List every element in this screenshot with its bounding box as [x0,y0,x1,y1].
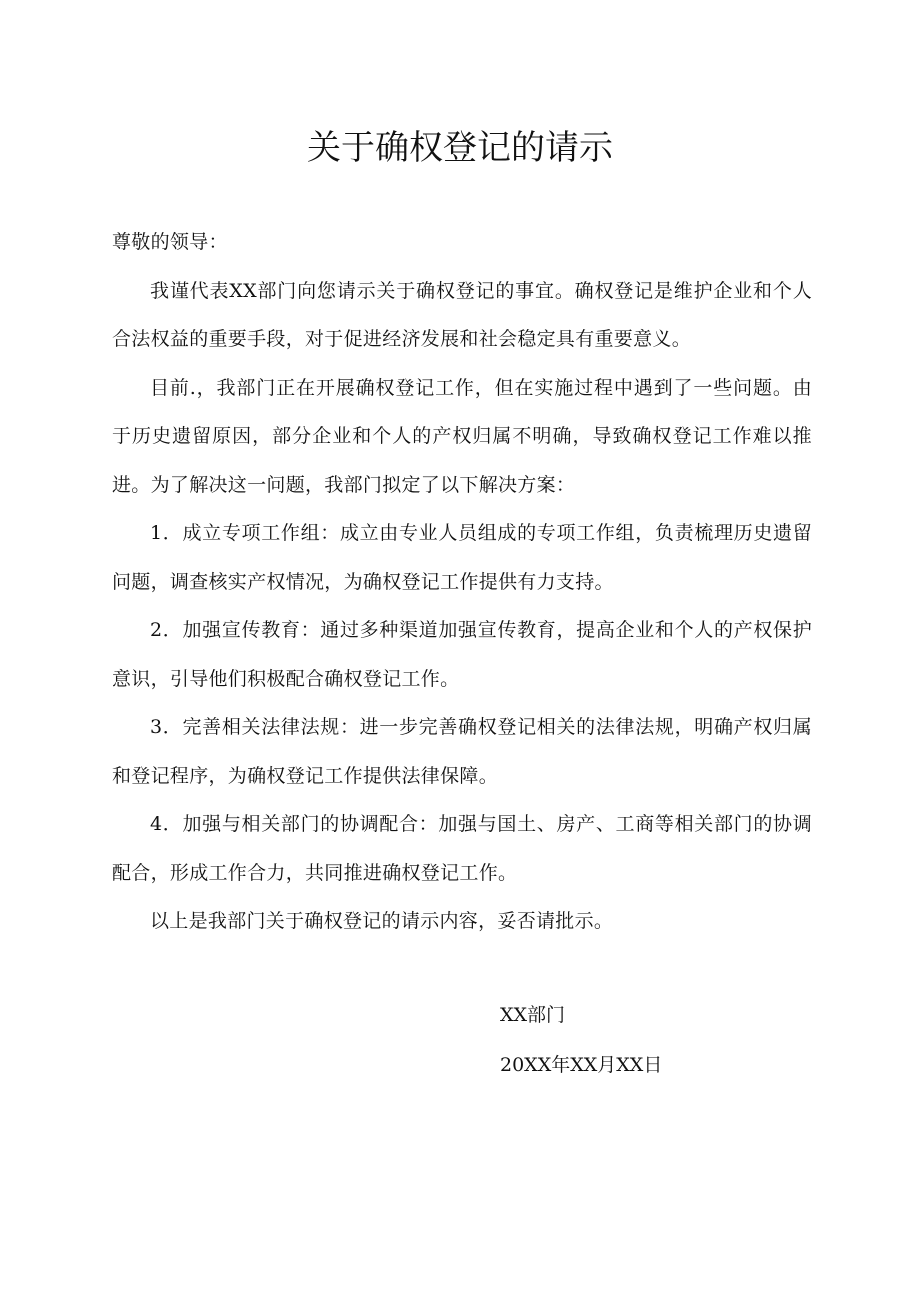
signature-department: XX部门 [500,1004,566,1026]
document-title: 关于确权登记的请示 [307,128,613,168]
paragraph-intro: 我谨代表XX部门向您请示关于确权登记的事宜。确权登记是维护企业和个人合法权益的重要手段，对于促进经济发展和社会稳定具有重要意义。 [112,279,812,350]
list-item-2: 2．加强宣传教育：通过多种渠道加强宣传教育，提高企业和个人的产权保护意识，引导他们积极配合确权登记工作。 [112,619,812,690]
list-item-3: 3．完善相关法律法规：进一步完善确权登记相关的法律法规，明确产权归属和登记程序，为确权登记工作提供法律保障。 [112,716,812,787]
list-item-1: 1．成立专项工作组：成立由专业人员组成的专项工作组，负责梳理历史遗留问题，调查核实产权情况，为确权登记工作提供有力支持。 [112,522,812,593]
signature-block [500,990,662,1090]
document-body [112,218,812,946]
paragraph-current-status: 目前.，我部门正在开展确权登记工作，但在实施过程中遇到了一些问题。由于历史遗留原因，部分企业和个人的产权归属不明确，导致确权登记工作难以推进。为了解决这一问题，我部门拟定了以下解决方案： [112,376,812,496]
signature-date: 20XX年XX月XX日 [500,1054,663,1076]
salutation: 尊敬的领导： [112,231,228,253]
closing-paragraph: 以上是我部门关于确权登记的请示内容，妥否请批示。 [150,910,614,932]
list-item-4: 4．加强与相关部门的协调配合：加强与国土、房产、工商等相关部门的协调配合，形成工作合力，共同推进确权登记工作。 [112,813,812,884]
